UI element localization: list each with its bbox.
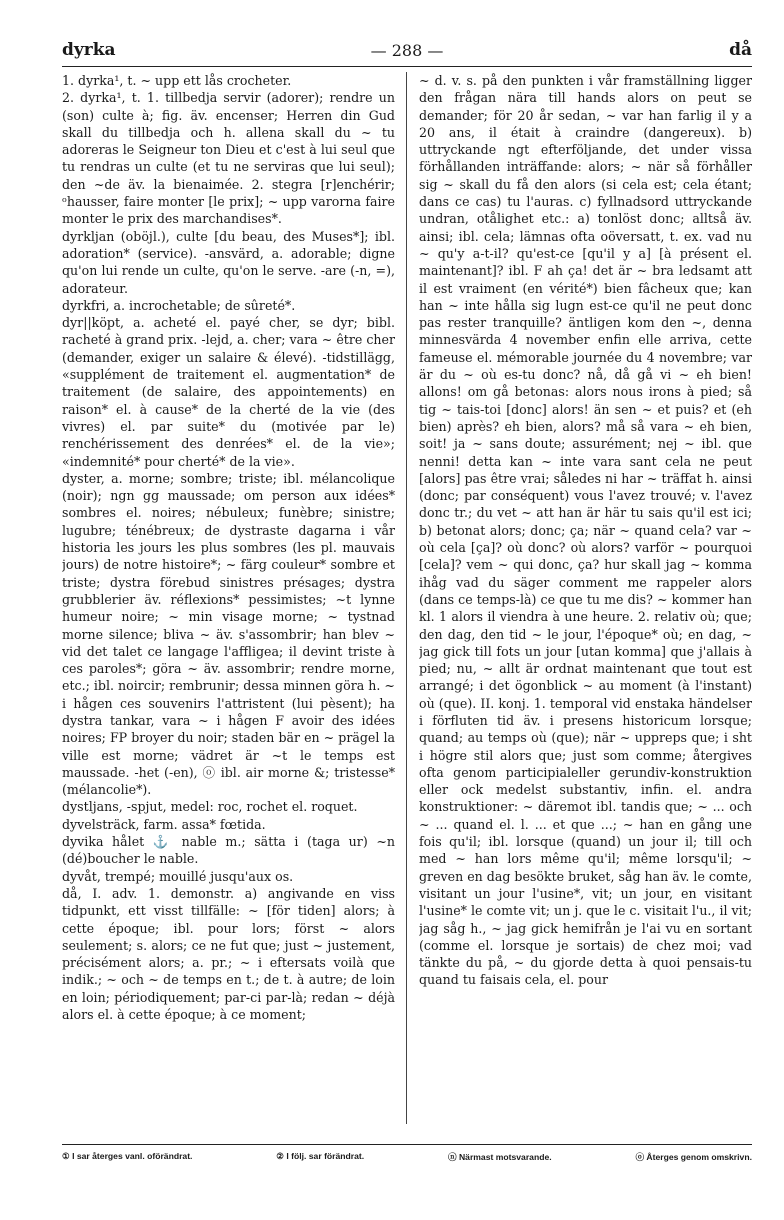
column-divider bbox=[406, 72, 407, 1124]
footnote-legend bbox=[62, 1144, 752, 1163]
entry-dystljans: dystljans, -spjut, medel: roc, rochet el. roquet. bbox=[62, 799, 358, 815]
page-header bbox=[62, 36, 752, 67]
footnote-o: ⓞ Återges genom omskrivn. bbox=[635, 1152, 752, 1162]
entry-dyrka-2: 2. dyrka¹, t. 1. tillbedja servir (adorer); rendre un (son) culte à; fig. äv. encenser; Herren din Gud skall du tillbedja och h. allena skall du ~ tu adoreras le Seigneur ton Dieu et c'est à lui seul que tu rendras un culte (et tu ne serviras que lui seul); den ~de äv. la bienaimée. 2. stegra [r]enchérir; ᵒhausser, faire monter [le prix]; ~ upp varorna faire monter le prix des marchandises*. bbox=[62, 90, 395, 227]
entry-dyrka-1: 1. dyrka¹, t. ~ upp ett lås crocheter. bbox=[62, 73, 292, 88]
entry-dyvelstrack: dyvelsträck, farm. assa* fœtida. bbox=[62, 816, 266, 832]
left-column bbox=[62, 72, 395, 1124]
two-column-body bbox=[62, 72, 752, 1124]
footnote-1: ① I sar återges vanl. oförändrat. bbox=[62, 1151, 193, 1161]
entry-da: då, I. adv. 1. demonstr. a) angivande en viss tidpunkt, ett visst tillfälle: ~ [för tiden] alors; à cette époque; ibl. pour lors; först ~ alors seulement; s. alors; ce ne fut que; just ~ justement, précisément alors; a. pr.; ~ i eftersats voilà que indik.; ~ och ~ de temps en t.; de t. à autre; de loin en loin; périodiquement; par-ci par-là; redan ~ déjà alors el. à cette époque; à ce moment; bbox=[62, 885, 395, 1023]
entry-dyrkfri: dyrkfri, a. incrochetable; de sûreté*. bbox=[62, 297, 296, 313]
footnote-2: ② I följ. sar förändrat. bbox=[276, 1151, 365, 1161]
footnote-n: ⓝ Närmast motsvarande. bbox=[447, 1152, 552, 1162]
entry-da-continued: ~ d. v. s. på den punkten i vår framställning ligger den frågan nära till hands alors on peut se demander; för 20 år sedan, ~ var han farlig il y a 20 ans, il était à craindre (dangereux). b) uttryckande ngt efterföljande, det under vissa förhållanden inträffande: alors; ~ när så förhåller sig ~ skall du få den alors (si cela est; cela étant; dans ce cas) tu l'auras. c) fyllnadsord uttryckande undran, otålighet etc.: a) tonlöst donc; alltså äv. ainsi; ibl. cela; lämnas ofta oöversatt, t. ex. vad nu ~ qu'y a-t-il? qu'est-ce [qu'il y a] [à présent el. maintenant]? ibl. F ah ça! det är ~ bra ledsamt att il est vraiment (en vérité*) bien fâcheux que; kan han ~ inte hålla sig lugn est-ce qu'il ne peut donc pas rester tranquille? äntligen kom den ~, denna minnesvärda 4 november enfin elle arriva, cette fameuse el. mémorable journée du 4 novembre; var är du ~ où es-tu donc? nå, då gå vi ~ eh bien! allons! om gå betonas: alors nous irons à pied; så tig ~ tais-toi [donc] alors! än sen ~ et puis? et (eh bien) après? eh bien, alors? må så vara ~ eh bien, soit! ja ~ sans doute; assurément; nej ~ ibl. que nenni! detta kan ~ inte vara sant cela ne peut [alors] pas être vrai; således ni har ~ träffat h. ainsi (donc; par conséquent) vous l'avez trouvé; v. l'avez donc tr.; du vet ~ att han är här tu sais qu'il est ici; b) betonat alors; donc; ça; när ~ quand cela? var ~ où cela [ça]? où donc? où alors? varför ~ pourquoi [cela]? vem ~ qui donc, ça? hur skall jag ~ komma ihåg vad du säger comment me rappeler alors (dans ce temps-là) ce que tu me dis? ~ kommer han kl. 1 alors il viendra à une heure. 2. relativ où; que; den dag, den tid ~ le jour, l'époque* où; en dag, ~ jag gick till fots un jour [utan komma] que j'allais à pied; nu, ~ allt är ordnat maintenant que tout est arrangé; i det ögonblick ~ au moment (à l'instant) où (que). II. konj. 1. temporal vid enstaka händelser i förfluten tid äv. i presens historicum lorsque; quand; au temps où (que); när ~ uppreps que; i sht i högre stil alors que; just som comme; återgives ofta genom participialeller gerundiv-konstruktion eller ock medelst substantiv, infin. el. andra konstruktioner: ~ däremot ibl. tandis que; ~ ... och ~ ... quand el. l. ... et que ...; ~ han en gång une fois qu'il; ibl. lorsque (quand) un jour il; till och med ~ han lors même qu'il; même lorsqu'il; ~ greven en dag besökte bruket, såg han äv. le comte, visitant un jour l'usine*, vit; un jour, en visitant l'usine* le comte vit; un j. que le c. visitait l'u., il vit; jag såg h., ~ jag gick hemifrån je l'ai vu en sortant (comme el. lorsque je sortais) de chez moi; vad tänkte du på, ~ du gjorde detta à quoi pensais-tu quand tu faisais cela, el. pour bbox=[419, 73, 752, 988]
page-number: — 288 — bbox=[370, 41, 444, 60]
header-right-guide-word: då bbox=[729, 40, 752, 60]
header-left-guide-word: dyrka bbox=[62, 40, 116, 60]
entry-dyvat: dyvåt, trempé; mouillé jusqu'aux os. bbox=[62, 868, 294, 884]
entry-dyrkopt: dyr||köpt, a. acheté el. payé cher, se dyr; bibl. racheté à grand prix. -lejd, a. cher; vara ~ être cher (demander, exiger un salaire & élevé). -tidstillägg, «supplément de traitement el. augmentation* de traitement (de salaire, des appointements) en raison* el. à cause* de la cherté de la vie (des vivres) el. par suite* du (motivée par le) renchérissement des denrées* el. de la vie»; «indemnité* pour cherté* de la vie». bbox=[62, 315, 395, 469]
entry-dyster: dyster, a. morne; sombre; triste; ibl. mélancolique (noir); ngn gg maussade; om person aux idées* sombres el. noires; nébuleux; funèbre; sinistre; lugubre; ténébreux; de dystraste dagarna i vår historia les jours les plus sombres (les pl. mauvais jours) de notre histoire*; ~ färg couleur* sombre et triste; dystra förebud sinistres présages; dystra grubblerier äv. réflexions* pessimistes; ~t lynne humeur noire; ~ min visage morne; ~ tystnad morne silence; bliva ~ äv. s'assombrir; han blev ~ vid det talet ce langage l'affligea; il devint triste à ces paroles*; göra ~ äv. assombrir; rendre morne, etc.; ibl. noircir; rembrunir; dessa minnen göra h. ~ i hågen ces souvenirs l'attristent (lui pèsent); ha dystra tankar, vara ~ i hågen F avoir des idées noires; FP broyer du noir; staden bär en ~ prägel la ville est morne; vädret är ~t le temps est maussade. -het (-en), ⓞ ibl. air morne &; tristesse* (mélancolie*). bbox=[62, 470, 395, 798]
entry-dyrkan: dyrkljan (oböjl.), culte [du beau, des Muses*]; ibl. adoration* (service). -ansvärd, a. adorable; digne qu'on lui rende un culte, qu'on le serve. -are (-n, =), adorateur. bbox=[62, 228, 395, 296]
right-column bbox=[419, 72, 752, 1124]
entry-dyvika: dyvika hålet ⚓ nable m.; sätta i (taga ur) ~n (dé)boucher le nable. bbox=[62, 834, 395, 867]
